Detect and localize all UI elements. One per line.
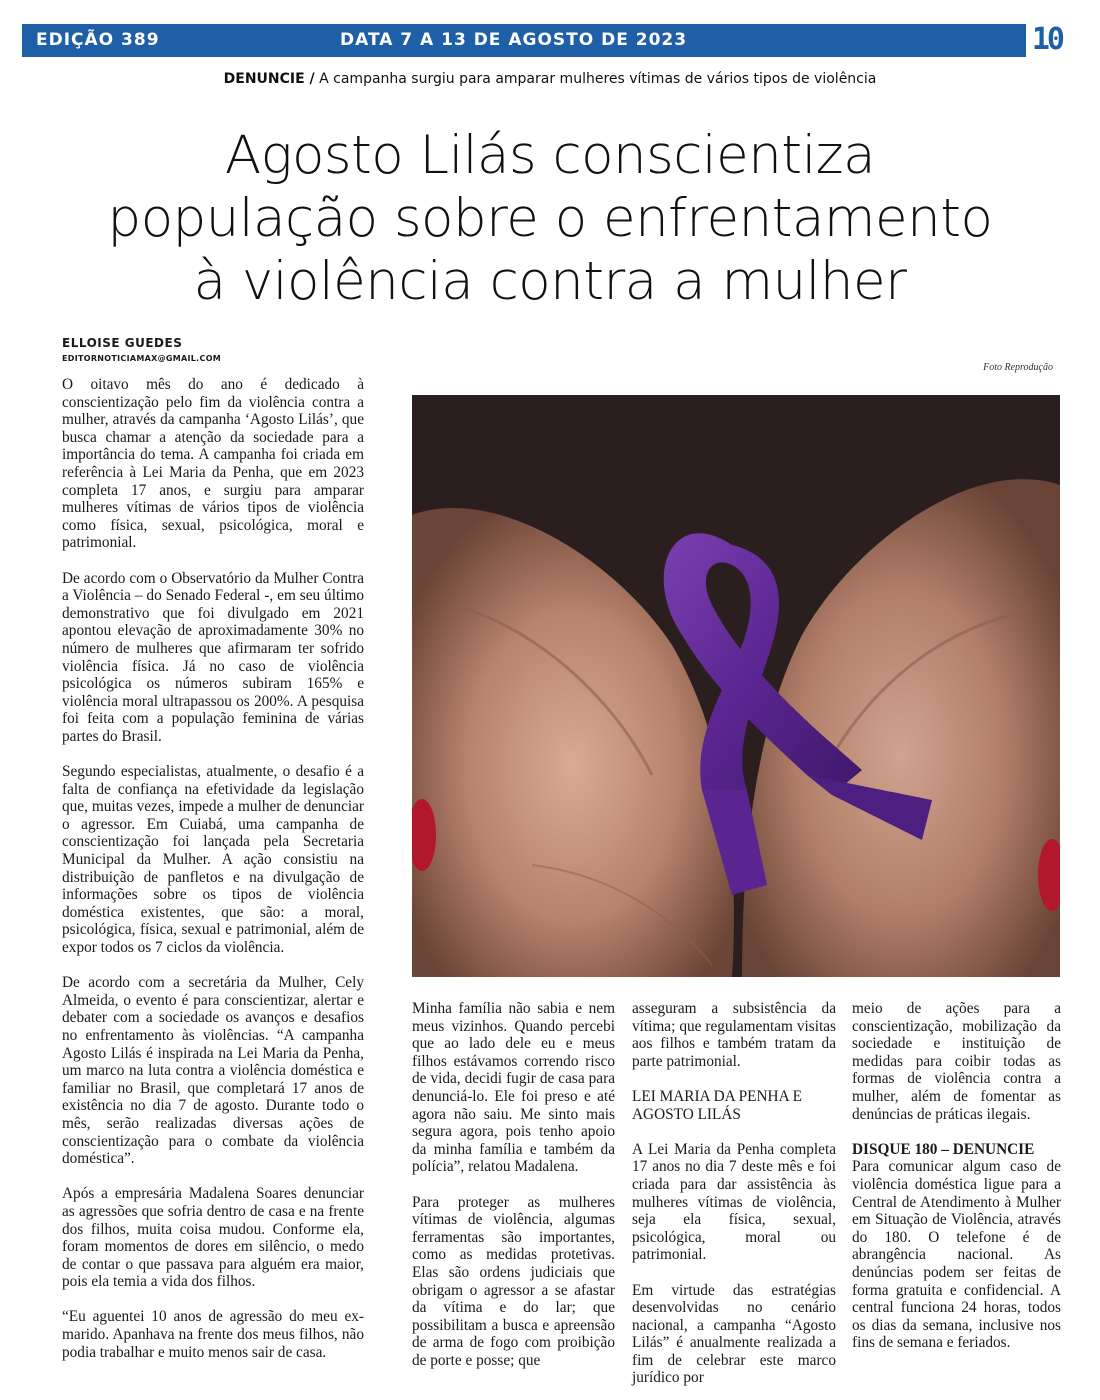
section-subhead: LEI MARIA DA PENHA E AGOSTO LILÁS bbox=[632, 1087, 802, 1123]
article-paragraph: De acordo com o Observatório da Mulher Contra a Violência – do Senado Federal -, em seu último demonstrativo que foi divulgado em 2021 apontou elevação de aproximadamente 30% no número de mulheres que afirmaram ter sofrido violência física. Já no caso de violência psicológica os números subiram 165% e violência moral ultrapassou os 200%. A pesquisa foi feita com a população feminina de várias partes do Brasil. bbox=[62, 569, 364, 745]
headline-line-3: à violência contra a mulher bbox=[193, 251, 907, 312]
article-paragraph: meio de ações para a conscientização, mobilização da sociedade e instituição de medidas para coibir todas as formas de violência contra a mulher, além de fomentar as denúncias de práticas ilegais. bbox=[852, 1000, 1061, 1123]
section-subhead-bold: DISQUE 180 – DENUNCIE bbox=[852, 1140, 1035, 1158]
kicker-section: DENUNCIE / bbox=[223, 71, 315, 87]
article-photo bbox=[412, 395, 1060, 977]
headline-line-1: Agosto Lilás conscientiza bbox=[224, 125, 876, 186]
date-label: DATA 7 A 13 DE AGOSTO DE 2023 bbox=[340, 30, 688, 50]
kicker bbox=[0, 71, 1100, 87]
headline bbox=[40, 124, 1060, 313]
article-paragraph: “Eu aguentei 10 anos de agressão do meu ex-marido. Apanhava na frente dos meus filhos, não podia trabalhar e muito menos sair de casa. bbox=[62, 1308, 364, 1361]
article-column-4 bbox=[852, 1000, 1061, 1369]
article-paragraph: De acordo com a secretária da Mulher, Cely Almeida, o evento é para conscientizar, alertar e debater com a sociedade os avanços e desafios no enfrentamento às violências. “A campanha Agosto Lilás é inspirada na Lei Maria da Penha, um marco na luta contra a violência doméstica e familiar no Brasil, que completará 17 anos de existência no dia 7 de agosto. Durante todo o mês, serão realizadas diversas ações de conscientização para o combate da violência doméstica”. bbox=[62, 974, 364, 1168]
header-bar bbox=[22, 24, 1062, 57]
article-column-3 bbox=[632, 1000, 836, 1400]
article-paragraph: O oitavo mês do ano é dedicado à conscientização pelo fim da violência contra a mulher, através da campanha ‘Agosto Lilás’, que busca chamar a atenção da sociedade para a importância do tema. A campanha foi criada em referência à Lei Maria da Penha, que em 2023 completa 17 anos, e surgiu para amparar mulheres vítimas de vários tipos de violência como física, sexual, psicológica, moral e patrimonial. bbox=[62, 376, 364, 552]
photo-credit: Foto Reprodução bbox=[983, 362, 1053, 373]
article-paragraph: Para proteger as mulheres vítimas de violência, algumas ferramentas são importantes, como as medidas protetivas. Elas são ordens judiciais que obrigam o agressor a se afastar da vítima e do lar; que possibilitam a busca e apreensão de arma de fogo com proibição de porte e posse; que bbox=[412, 1193, 615, 1369]
article-paragraph: Segundo especialistas, atualmente, o desafio é a falta de confiança na efetividade da legislação que, muitas vezes, impede a mulher de denunciar o agressor. Em Cuiabá, uma campanha de conscientização foi lançada pela Secretaria Municipal da Mulher. A ação consistiu na distribuição de panfletos e na divulgação de informações sobre os tipos de violência doméstica existentes, que são: a moral, psicológica, física, sexual e patrimonial, além de expor todos os 7 ciclos da violência. bbox=[62, 763, 364, 956]
article-paragraph: asseguram a subsistência da vítima; que regulamentam visitas aos filhos e também tratam da parte patrimonial. bbox=[632, 1000, 836, 1070]
kicker-text: A campanha surgiu para amparar mulheres vítimas de vários tipos de violência bbox=[314, 71, 877, 87]
page-number: 10 bbox=[1026, 22, 1062, 59]
headline-line-2: população sobre o enfrentamento bbox=[107, 188, 993, 249]
article-paragraph: Para comunicar algum caso de violência doméstica ligue para a Central de Atendimento à Mulher em Situação de Violência, através do 180. O telefone é de abrangência nacional. As denúncias podem ser feitas de forma gratuita e confidencial. A central funciona 24 horas, todos os dias da semana, inclusive nos fins de semana e feriados. bbox=[852, 1158, 1061, 1352]
article-column-2 bbox=[412, 1000, 615, 1387]
article-paragraph: A Lei Maria da Penha completa 17 anos no dia 7 deste mês e foi criada para dar assistência às mulheres vítimas de violência, seja ela física, sexual, psicológica, moral ou patrimonial. bbox=[632, 1140, 836, 1264]
article-paragraph: Minha família não sabia e nem meus vizinhos. Quando percebi que ao lado dele eu e meus filhos estávamos correndo risco de vida, decidi fugir de casa para denunciá-lo. Ele foi preso e até agora não saiu. Me sinto mais segura agora, pois tenho apoio da minha família e também da polícia”, relatou Madalena. bbox=[412, 1000, 615, 1176]
byline-author: ELLOISE GUEDES bbox=[62, 336, 183, 350]
article-paragraph: Em virtude das estratégias desenvolvidas no cenário nacional, a campanha “Agosto Lilás” é anualmente realizada a fim de celebrar este marco jurídico por bbox=[632, 1281, 836, 1387]
article-paragraph: Após a empresária Madalena Soares denunciar as agressões que sofria dentro de casa e na frente dos filhos, muita coisa mudou. Conforme ela, foram momentos de dores em silêncio, o medo de contar o que passava para alguém era maior, pois ela temia a vida dos filhos. bbox=[62, 1185, 364, 1291]
byline-email: EDITORNOTICIAMAX@GMAIL.COM bbox=[62, 354, 222, 363]
edition-label: EDIÇÃO 389 bbox=[36, 30, 160, 50]
ribbon-hands-illustration bbox=[412, 395, 1060, 977]
article-column-1 bbox=[62, 376, 364, 1379]
